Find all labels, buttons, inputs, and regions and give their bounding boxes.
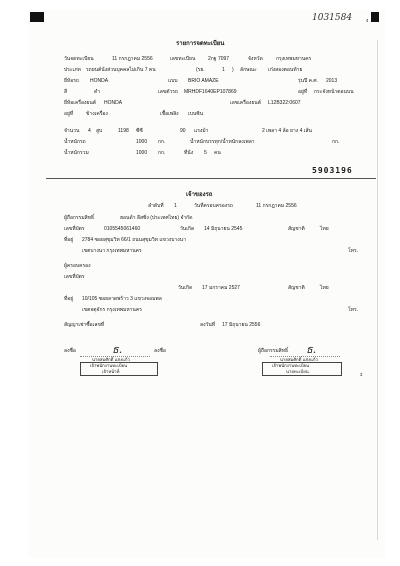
left-signature-scribble: ธ. <box>112 343 123 356</box>
model-label: แบบ <box>168 78 178 84</box>
addr-label: ที่อยู่ <box>64 237 74 243</box>
right-signature-scribble: ธ. <box>306 343 317 356</box>
id2-label: เลขที่บัตร <box>64 274 85 280</box>
nat-value: ไทย <box>320 226 329 232</box>
load-label: น้ำหนักบรรทุก/น้ำหนักลงเพลา <box>190 139 255 145</box>
fuel-label: เชื้อเพลิง <box>160 111 179 117</box>
style-label: ลักษณะ <box>240 67 257 73</box>
top-left-mark <box>30 12 44 22</box>
type-value: รถยนต์นั่งส่วนบุคคลไม่เกิน 7 คน <box>86 67 156 73</box>
birth2-label: วันเกิด <box>178 285 193 291</box>
hp-value: 90 <box>180 128 186 134</box>
section-divider <box>46 178 376 179</box>
possess-label: วันที่ครอบครองรถ <box>194 203 233 209</box>
engine-brand-label: ยี่ห้อเครื่องยนต์ <box>64 100 97 106</box>
page-number: 3 <box>360 372 363 377</box>
engine-brand-value: HONDA <box>104 100 123 106</box>
birth2-value: 17 มกราคม 2527 <box>202 285 240 291</box>
addr3-label: ที่อยู่ <box>64 296 74 302</box>
owner-title: เจ้าของรถ <box>186 192 213 198</box>
right-bottom-label: นายทะเบียน <box>286 369 309 374</box>
fuel-value: เบนซิน <box>188 111 204 117</box>
cc-unit: ซีซี <box>136 128 143 134</box>
left-sig-label: ลงชื่อ <box>64 348 76 354</box>
chassis-loc-label: อยู่ที่ <box>298 89 308 95</box>
cyl-value: 4 <box>88 128 91 134</box>
order-value: 1 <box>174 203 177 209</box>
order-label: ลำดับที่ <box>148 203 164 209</box>
seat-label: ที่นั่ง <box>184 150 194 156</box>
holder-value: ฮอนด้า ลีสซิ่ง (ประเทศไทย) จำกัด <box>120 215 193 221</box>
nat2-label: สัญชาติ <box>288 285 305 291</box>
chassis-label: เลขตัวรถ <box>158 89 178 95</box>
addr3-value: 10/105 ซอยลาดพร้าว 3 แขวงจอมพล <box>82 296 162 302</box>
left-sig-sign: ลงชื่อ <box>154 348 166 354</box>
cyl-unit: สูบ <box>96 128 103 134</box>
right-sig-label: ผู้ถือกรรมสิทธิ์ <box>258 348 289 354</box>
seat-unit: คน <box>214 150 221 156</box>
contract-date-value: 17 มิถุนายน 2556 <box>222 322 261 328</box>
province-value: กรุงเทพมหานคร <box>276 56 312 62</box>
birth-label: วันเกิด <box>180 226 195 232</box>
contract-date-label: ลงวันที่ <box>200 322 216 328</box>
rod-value: 1 <box>222 67 225 73</box>
contract-label: สัญญาเช่าซื้อเลขที่ <box>64 322 105 328</box>
occupant-label: ผู้ครอบครอง <box>64 263 91 269</box>
year-value: 2013 <box>326 78 338 84</box>
plate-value: 2กฐ 7097 <box>208 56 230 62</box>
engine-loc-value: ข้างเครื่อง <box>86 111 108 117</box>
weight-label: น้ำหนักรถ <box>64 139 86 145</box>
id-label: เลขที่บัตร <box>64 226 85 232</box>
nat2-value: ไทย <box>320 285 329 291</box>
gross-value: 1000 <box>136 150 148 156</box>
gross-unit: กก. <box>158 150 166 156</box>
color-value: ดำ <box>94 89 101 95</box>
province-label: จังหวัด <box>248 56 263 62</box>
reg-date-label: วันจดทะเบียน <box>64 56 94 62</box>
right-sig-role: เจ้าพนักงานทะเบียน <box>272 363 310 368</box>
nat-label: สัญชาติ <box>288 226 305 232</box>
engine-loc-label: อยู่ที่ <box>64 111 74 117</box>
doc-title: รายการจดทะเบียน <box>176 41 225 47</box>
chassis-value: MRHDF1640EP107869 <box>184 89 237 95</box>
id-value: 0105545061460 <box>104 226 141 232</box>
holder-label: ผู้ถือกรรมสิทธิ์ <box>64 215 95 221</box>
weight-value: 1000 <box>136 139 148 145</box>
chassis-loc-value: กระจังหน้าตอนบน <box>314 89 354 95</box>
weight-unit: กก. <box>158 139 166 145</box>
brand-label: ยี่ห้อรถ <box>64 78 79 84</box>
addr2-value: เขตบางนา กรุงเทพมหานคร <box>82 248 142 254</box>
right-sig-name: นายสมศักดิ์ แสงแก้ว <box>280 357 318 362</box>
left-bottom-label: เจ้าหน้าที่ <box>102 369 120 374</box>
cc-value: 1198 <box>118 128 129 134</box>
birth-value: 14 มิถุนายน 2545 <box>204 226 243 232</box>
handwritten-number: 1031584 <box>312 13 353 23</box>
hp-unit: แรงม้า <box>194 128 209 134</box>
axle-value: 2 เพลา 4 ล้อ ยาง 4 เส้น <box>262 128 312 134</box>
type-label: ประเภท <box>64 67 81 73</box>
year-label: รุ่นปี ค.ศ. <box>298 78 318 84</box>
left-sig-name: นายสมศักดิ์ แสงแก้ว <box>92 357 130 362</box>
possess-value: 11 กรกฎาคม 2556 <box>256 203 297 209</box>
left-sig-role: เจ้าพนักงานทะเบียน <box>90 363 128 368</box>
plate-label: เลขทะเบียน <box>170 56 196 62</box>
color-label: สี <box>64 89 68 95</box>
rod-label: (รย. <box>196 67 205 73</box>
gross-label: น้ำหนักรวม <box>64 150 89 156</box>
model-value: BRIO AMAZE <box>188 78 219 84</box>
cyl-label: จำนวน <box>64 128 80 134</box>
engine-no-label: เลขเครื่องยนต์ <box>230 100 261 106</box>
tel2-label: โทร. <box>348 307 359 313</box>
reg-date-value: 11 กรกฎาคม 2556 <box>112 56 153 62</box>
scan-edge <box>377 40 378 540</box>
addr4-value: เขตจตุจักร กรุงเทพมหานคร <box>82 307 142 313</box>
brand-value: HONDA <box>90 78 109 84</box>
page-mark: 4 <box>366 18 369 23</box>
rod-close: ) <box>232 67 234 73</box>
load-unit: กก. <box>332 139 340 145</box>
engine-no-value: L12B322:0607 <box>268 100 301 106</box>
seat-value: 5 <box>204 150 207 156</box>
top-right-mark <box>371 12 379 22</box>
style-value: เก๋งสองตอนท้าย <box>268 67 303 73</box>
addr-value: 2784 ซอยสุขุมวิท 66/1 ถนนสุขุมวิท แขวงบางนา <box>82 237 186 243</box>
tel-label: โทร. <box>348 248 359 254</box>
serial-stamp: 5903196 <box>312 166 353 175</box>
